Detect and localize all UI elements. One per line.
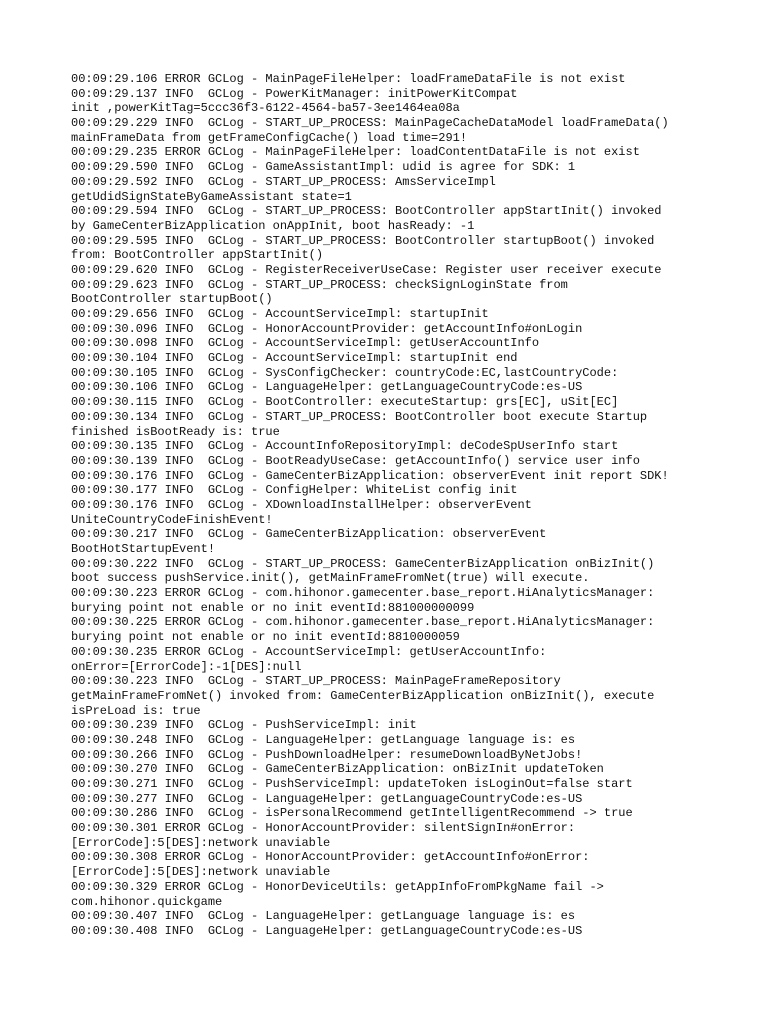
log-line: 00:09:30.239 INFO GCLog - PushServiceImpl: init: [71, 718, 417, 733]
log-line: 00:09:30.407 INFO GCLog - LanguageHelper: getLanguage language is: es: [71, 909, 576, 924]
log-line: UniteCountryCodeFinishEvent!: [71, 512, 273, 527]
log-line: com.hihonor.quickgame: [71, 894, 223, 909]
log-line: onError=[ErrorCode]:-1[DES]:null: [71, 659, 302, 674]
log-line: by GameCenterBizApplication onAppInit, boot hasReady: -1: [71, 218, 475, 233]
log-line: 00:09:29.594 INFO GCLog - START_UP_PROCESS: BootController appStartInit() invoked: [71, 204, 662, 219]
log-line: mainFrameData from getFrameConfigCache() load time=291!: [71, 130, 468, 145]
log-line: 00:09:29.592 INFO GCLog - START_UP_PROCESS: AmsServiceImpl: [71, 174, 496, 189]
log-line: [ErrorCode]:5[DES]:network unaviable: [71, 835, 331, 850]
log-line: 00:09:30.223 ERROR GCLog - com.hihonor.gamecenter.base_report.HiAnalyticsManager:: [71, 586, 655, 601]
log-line: 00:09:29.623 INFO GCLog - START_UP_PROCESS: checkSignLoginState from: [71, 277, 568, 292]
log-line: init ,powerKitTag=5ccc36f3-6122-4564-ba57-3ee1464ea08a: [71, 101, 460, 116]
log-line: 00:09:29.106 ERROR GCLog - MainPageFileHelper: loadFrameDataFile is not exist: [71, 72, 626, 86]
log-line: 00:09:30.105 INFO GCLog - SysConfigChecker: countryCode:EC,lastCountryCode:: [71, 365, 619, 380]
log-line: 00:09:30.104 INFO GCLog - AccountServiceImpl: startupInit end: [71, 351, 518, 366]
log-line: 00:09:29.137 INFO GCLog - PowerKitManager: initPowerKitCompat: [71, 86, 518, 101]
log-line: 00:09:30.235 ERROR GCLog - AccountServiceImpl: getUserAccountInfo:: [71, 644, 547, 659]
log-line: 00:09:30.329 ERROR GCLog - HonorDeviceUtils: getAppInfoFromPkgName fail ->: [71, 879, 604, 894]
log-line: finished isBootReady is: true: [71, 424, 280, 439]
log-line: getUdidSignStateByGameAssistant state=1: [71, 189, 352, 204]
log-line: 00:09:30.308 ERROR GCLog - HonorAccountProvider: getAccountInfo#onError:: [71, 850, 590, 865]
log-line: 00:09:30.176 INFO GCLog - XDownloadInstallHelper: observerEvent: [71, 497, 532, 512]
log-line: 00:09:30.139 INFO GCLog - BootReadyUseCase: getAccountInfo() service user info: [71, 453, 640, 468]
log-line: burying point not enable or no init eventId:8810000059: [71, 630, 460, 645]
log-line: 00:09:29.656 INFO GCLog - AccountServiceImpl: startupInit: [71, 307, 489, 321]
log-line: 00:09:30.286 INFO GCLog - isPersonalRecommend getIntelligentRecommend -> true: [71, 806, 633, 821]
log-document: [71, 72, 731, 939]
log-line: BootController startupBoot(): [71, 292, 273, 307]
log-line: 00:09:29.235 ERROR GCLog - MainPageFileHelper: loadContentDataFile is not exist: [71, 145, 640, 160]
log-line: 00:09:30.115 INFO GCLog - BootController: executeStartup: grs[EC], uSit[EC]: [71, 395, 619, 410]
log-line: burying point not enable or no init eventId:881000000099: [71, 600, 475, 615]
log-line: 00:09:30.301 ERROR GCLog - HonorAccountProvider: silentSignIn#onError:: [71, 821, 576, 836]
log-line: 00:09:30.096 INFO GCLog - HonorAccountProvider: getAccountInfo#onLogin: [71, 321, 583, 336]
log-line: 00:09:30.135 INFO GCLog - AccountInfoRepositoryImpl: deCodeSpUserInfo start: [71, 439, 619, 454]
log-line: 00:09:29.229 INFO GCLog - START_UP_PROCESS: MainPageCacheDataModel loadFrameData(): [71, 116, 669, 131]
log-line: 00:09:29.620 INFO GCLog - RegisterReceiverUseCase: Register user receiver execute: [71, 262, 662, 277]
log-line: 00:09:30.266 INFO GCLog - PushDownloadHelper: resumeDownloadByNetJobs!: [71, 747, 583, 762]
log-line: 00:09:30.271 INFO GCLog - PushServiceImpl: updateToken isLoginOut=false start: [71, 777, 633, 791]
log-line: boot success pushService.init(), getMainFrameFromNet(true) will execute.: [71, 571, 590, 586]
log-line: 00:09:30.134 INFO GCLog - START_UP_PROCESS: BootController boot execute Startup: [71, 409, 648, 424]
log-line: 00:09:30.270 INFO GCLog - GameCenterBizApplication: onBizInit updateToken: [71, 762, 604, 777]
log-line: [ErrorCode]:5[DES]:network unaviable: [71, 865, 331, 880]
log-line: 00:09:30.098 INFO GCLog - AccountServiceImpl: getUserAccountInfo: [71, 336, 540, 351]
log-line: 00:09:30.176 INFO GCLog - GameCenterBizApplication: observerEvent init report SDK!: [71, 468, 669, 483]
log-line: 00:09:30.217 INFO GCLog - GameCenterBizApplication: observerEvent: [71, 527, 547, 542]
log-line: 00:09:30.277 INFO GCLog - LanguageHelper: getLanguageCountryCode:es-US: [71, 791, 583, 806]
log-line: from: BootController appStartInit(): [71, 248, 324, 263]
log-line: 00:09:30.225 ERROR GCLog - com.hihonor.gamecenter.base_report.HiAnalyticsManager:: [71, 615, 655, 630]
log-line: 00:09:30.222 INFO GCLog - START_UP_PROCESS: GameCenterBizApplication onBizInit(): [71, 556, 655, 571]
log-lines: [71, 72, 731, 939]
log-line: 00:09:29.595 INFO GCLog - START_UP_PROCESS: BootController startupBoot() invoked: [71, 233, 655, 248]
log-line: 00:09:30.223 INFO GCLog - START_UP_PROCESS: MainPageFrameRepository: [71, 674, 561, 689]
log-line: isPreLoad is: true: [71, 703, 201, 718]
log-line: 00:09:30.106 INFO GCLog - LanguageHelper: getLanguageCountryCode:es-US: [71, 380, 583, 395]
log-line: 00:09:30.408 INFO GCLog - LanguageHelper: getLanguageCountryCode:es-US: [71, 923, 583, 938]
log-line: 00:09:29.590 INFO GCLog - GameAssistantImpl: udid is agree for SDK: 1: [71, 160, 576, 175]
log-line: BootHotStartupEvent!: [71, 542, 216, 556]
log-line: getMainFrameFromNet() invoked from: GameCenterBizApplication onBizInit(), execute: [71, 688, 655, 703]
log-line: 00:09:30.248 INFO GCLog - LanguageHelper: getLanguage language is: es: [71, 732, 576, 747]
log-line: 00:09:30.177 INFO GCLog - ConfigHelper: WhiteList config init: [71, 483, 518, 498]
